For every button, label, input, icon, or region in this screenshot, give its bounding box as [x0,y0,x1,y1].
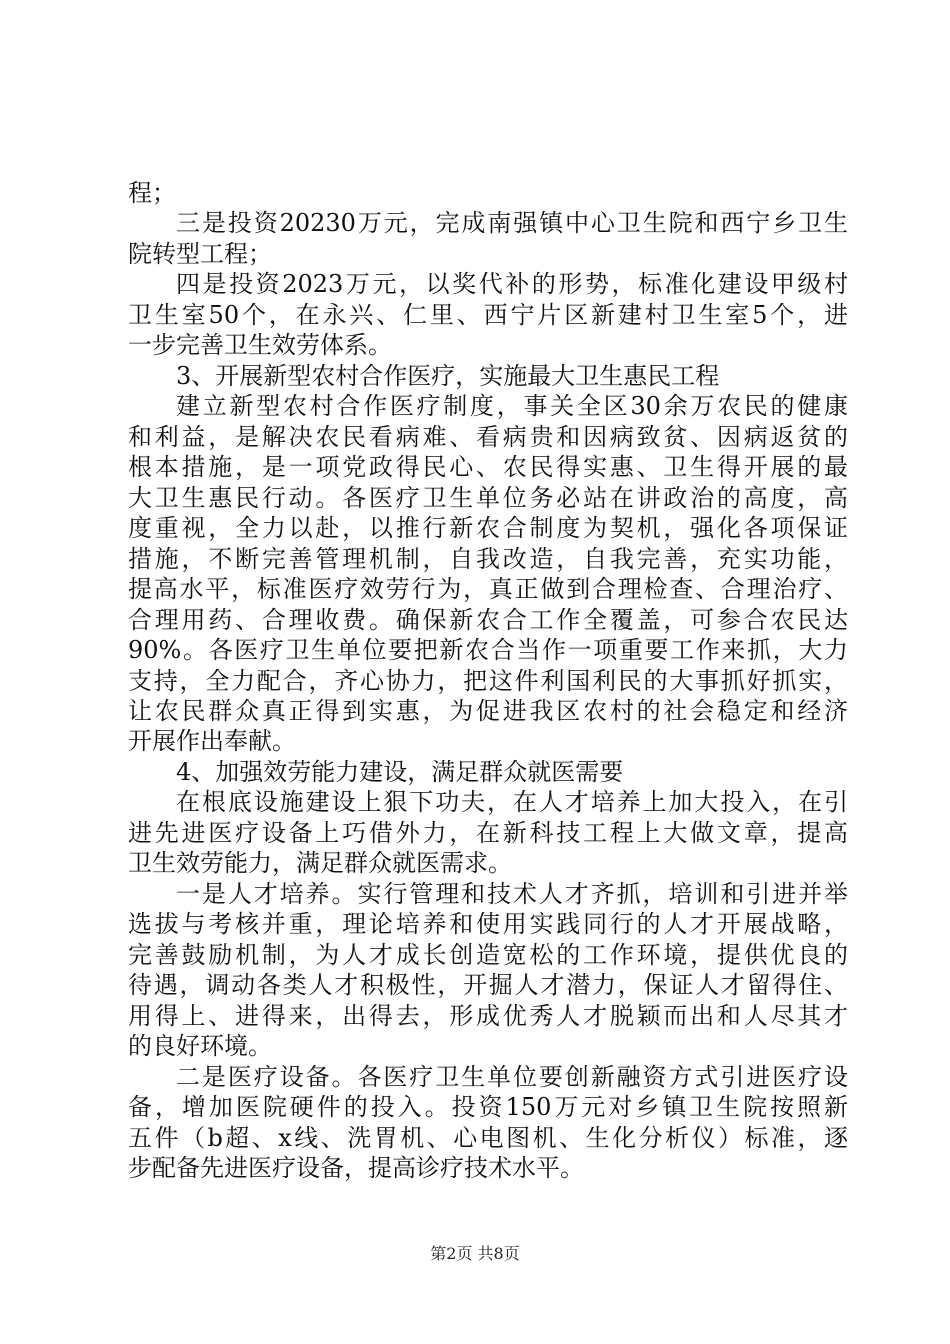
text-line: 二是医疗设备。各医疗卫生单位要创新融资方式引进医疗设 [176,1062,848,1091]
text-line: 三是投资20230万元，完成南强镇中心卫生院和西宁乡卫生 [176,209,848,238]
text-line: 4、加强效劳能力建设，满足群众就医需要 [176,757,624,786]
document-body [128,178,848,1183]
text-line: 提高水平，标准医疗效劳行为，真正做到合理检查、合理治疗、 [128,575,848,604]
text-line: 和利益，是解决农民看病难、看病贵和因病致贫、因病返贫的 [128,422,848,451]
text-line: 待遇，调动各类人才积极性，开掘人才潜力，保证人才留得住、 [128,971,848,1000]
text-line: 五件（b超、x线、洗胃机、心电图机、生化分析仪）标准，逐 [128,1123,848,1152]
text-line: 程； [128,179,176,207]
text-line: 进先进医疗设备上巧借外力，在新科技工程上大做文章，提高 [128,818,848,847]
text-line: 一是人才培养。实行管理和技术人才齐抓，培训和引进并举 [176,879,848,908]
text-line: 建立新型农村合作医疗制度，事关全区30余万农民的健康 [176,392,848,421]
text-line: 四是投资2023万元，以奖代补的形势，标准化建设甲级村 [176,270,848,299]
text-line: 一步完善卫生效劳体系。 [128,331,392,360]
text-line: 选拔与考核并重，理论培养和使用实践同行的人才开展战略， [128,910,848,939]
text-line: 的良好环境。 [128,1032,272,1061]
text-line: 备，增加医院硬件的投入。投资150万元对乡镇卫生院按照新 [128,1093,848,1122]
text-line: 开展作出奉献。 [128,727,296,756]
text-line: 让农民群众真正得到实惠，为促进我区农村的社会稳定和经济 [128,696,848,725]
text-line: 院转型工程； [128,239,272,268]
text-line: 支持，全力配合，齐心协力，把这件利国利民的大事抓好抓实， [128,666,848,695]
text-line: 步配备先进医疗设备，提高诊疗技术水平。 [128,1154,584,1182]
text-line: 卫生室50个，在永兴、仁里、西宁片区新建村卫生室5个，进 [128,300,848,329]
text-line: 完善鼓励机制，为人才成长创造宽松的工作环境，提供优良的 [128,940,848,969]
page-footer: 第2页 共8页 [430,1244,520,1263]
text-line: 措施，不断完善管理机制，自我改造，自我完善，充实功能， [128,544,848,573]
text-line: 3、开展新型农村合作医疗，实施最大卫生惠民工程 [176,361,720,390]
text-line: 大卫生惠民行动。各医疗卫生单位务必站在讲政治的高度，高 [128,483,848,512]
text-line: 根本措施，是一项党政得民心、农民得实惠、卫生得开展的最 [128,453,848,482]
text-line: 卫生效劳能力，满足群众就医需求。 [128,849,512,878]
text-line: 度重视，全力以赴，以推行新农合制度为契机，强化各项保证 [128,514,848,543]
text-line: 90%。各医疗卫生单位要把新农合当作一项重要工作来抓，大力 [128,636,848,665]
text-line: 用得上、进得来，出得去，形成优秀人才脱颖而出和人尽其才 [128,1001,848,1030]
text-line: 在根底设施建设上狠下功夫，在人才培养上加大投入，在引 [176,788,848,817]
text-line: 合理用药、合理收费。确保新农合工作全覆盖，可参合农民达 [128,605,848,634]
